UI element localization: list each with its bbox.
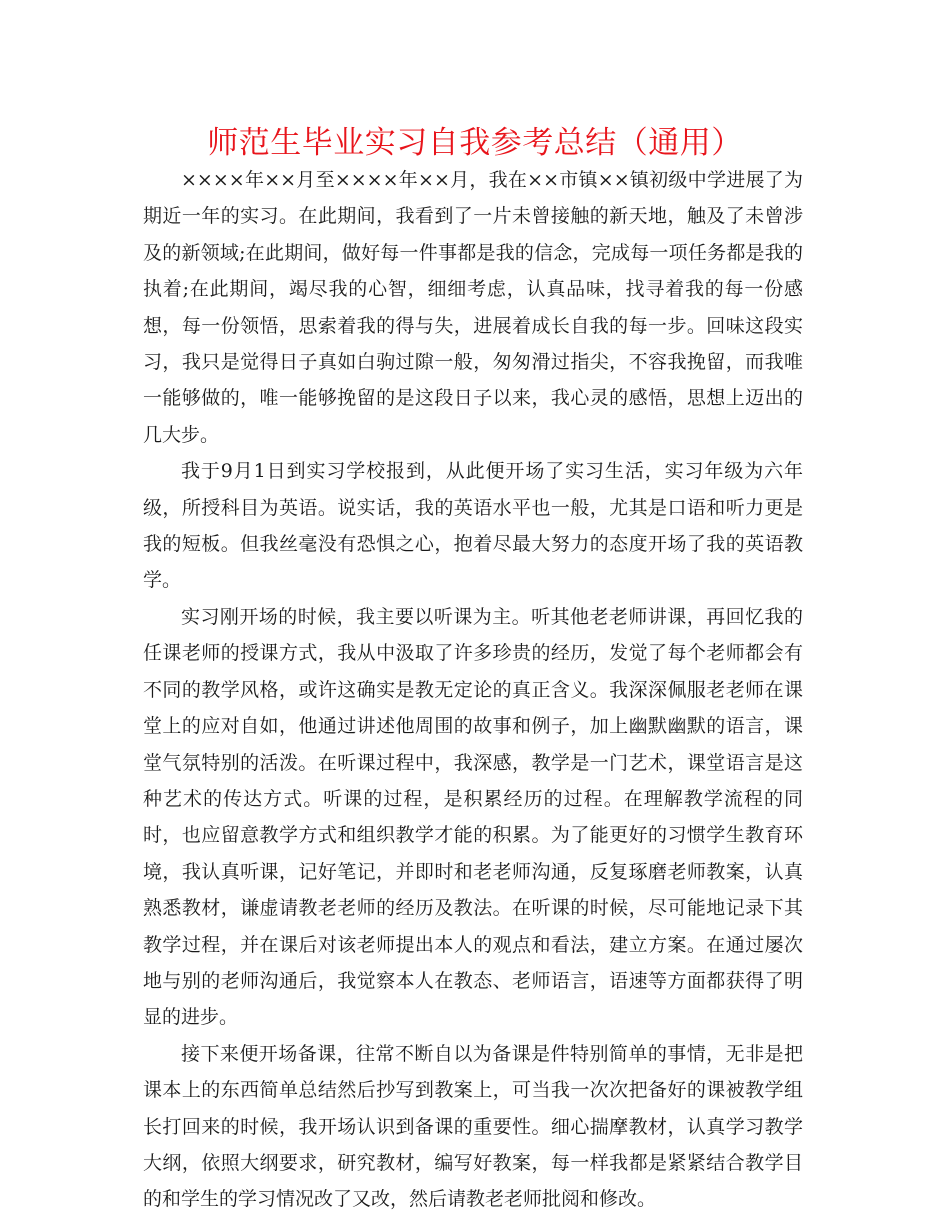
- paragraph-1: ××××年××月至××××年××月，我在××市镇××镇初级中学进展了为期近一年的实习。在此期间，我看到了一片未曾接触的新天地，触及了未曾涉及的新领域;在此期间，做好每一件事都是我的信念，完成每一项任务都是我的执着;在此期间，竭尽我的心智，细细考虑，认真品味，找寻着我的每一份感想，每一份领悟，思索着我的得与失，进展着成长自我的每一步。回味这段实习，我只是觉得日子真如白驹过隙一般，匆匆滑过指尖，不容我挽留，而我唯一能够做的，唯一能够挽留的是这段日子以来，我心灵的感悟，思想上迈出的几大步。: [143, 169, 803, 446]
- document-title: 师范生毕业实习自我参考总结（通用）: [207, 125, 743, 161]
- document-body: [143, 162, 803, 1218]
- paragraph-3: 实习刚开场的时候，我主要以听课为主。听其他老老师讲课，再回忆我的任课老师的授课方式，我从中汲取了许多珍贵的经历，发觉了每个老师都会有不同的教学风格，或许这确实是教无定论的真正含义。我深深佩服老老师在课堂上的应对自如，他通过讲述他周围的故事和例子，加上幽默幽默的语言，课堂气氛特别的活泼。在听课过程中，我深感，教学是一门艺术，课堂语言是这种艺术的传达方式。听课的过程，是积累经历的过程。在理解教学流程的同时，也应留意教学方式和组织教学才能的积累。为了能更好的习惯学生教育环境，我认真听课，记好笔记，并即时和老老师沟通，反复琢磨老师教案，认真熟悉教材，谦虚请教老老师的经历及教法。在听课的时候，尽可能地记录下其教学过程，并在课后对该老师提出本人的观点和看法，建立方案。在通过屡次地与别的老师沟通后，我觉察本人在教态、老师语言，语速等方面都获得了明显的进步。: [143, 605, 803, 1029]
- paragraph-4: 接下来便开场备课，往常不断自以为备课是件特别简单的事情，无非是把课本上的东西简单总结然后抄写到教案上，可当我一次次把备好的课被教学组长打回来的时候，我开场认识到备课的重要性。细心揣摩教材，认真学习教学大纲，依照大纲要求，研究教材，编写好教案，每一样我都是紧紧结合教学目的和学生的学习情况改了又改，然后请教老老师批阅和修改。: [143, 1042, 803, 1211]
- paragraph-2: 我于9月1日到实习学校报到，从此便开场了实习生活，实习年级为六年级，所授科目为英语。说实话，我的英语水平也一般，尤其是口语和听力更是我的短板。但我丝毫没有恐惧之心，抱着尽最大努力的态度开场了我的英语教学。: [143, 460, 803, 592]
